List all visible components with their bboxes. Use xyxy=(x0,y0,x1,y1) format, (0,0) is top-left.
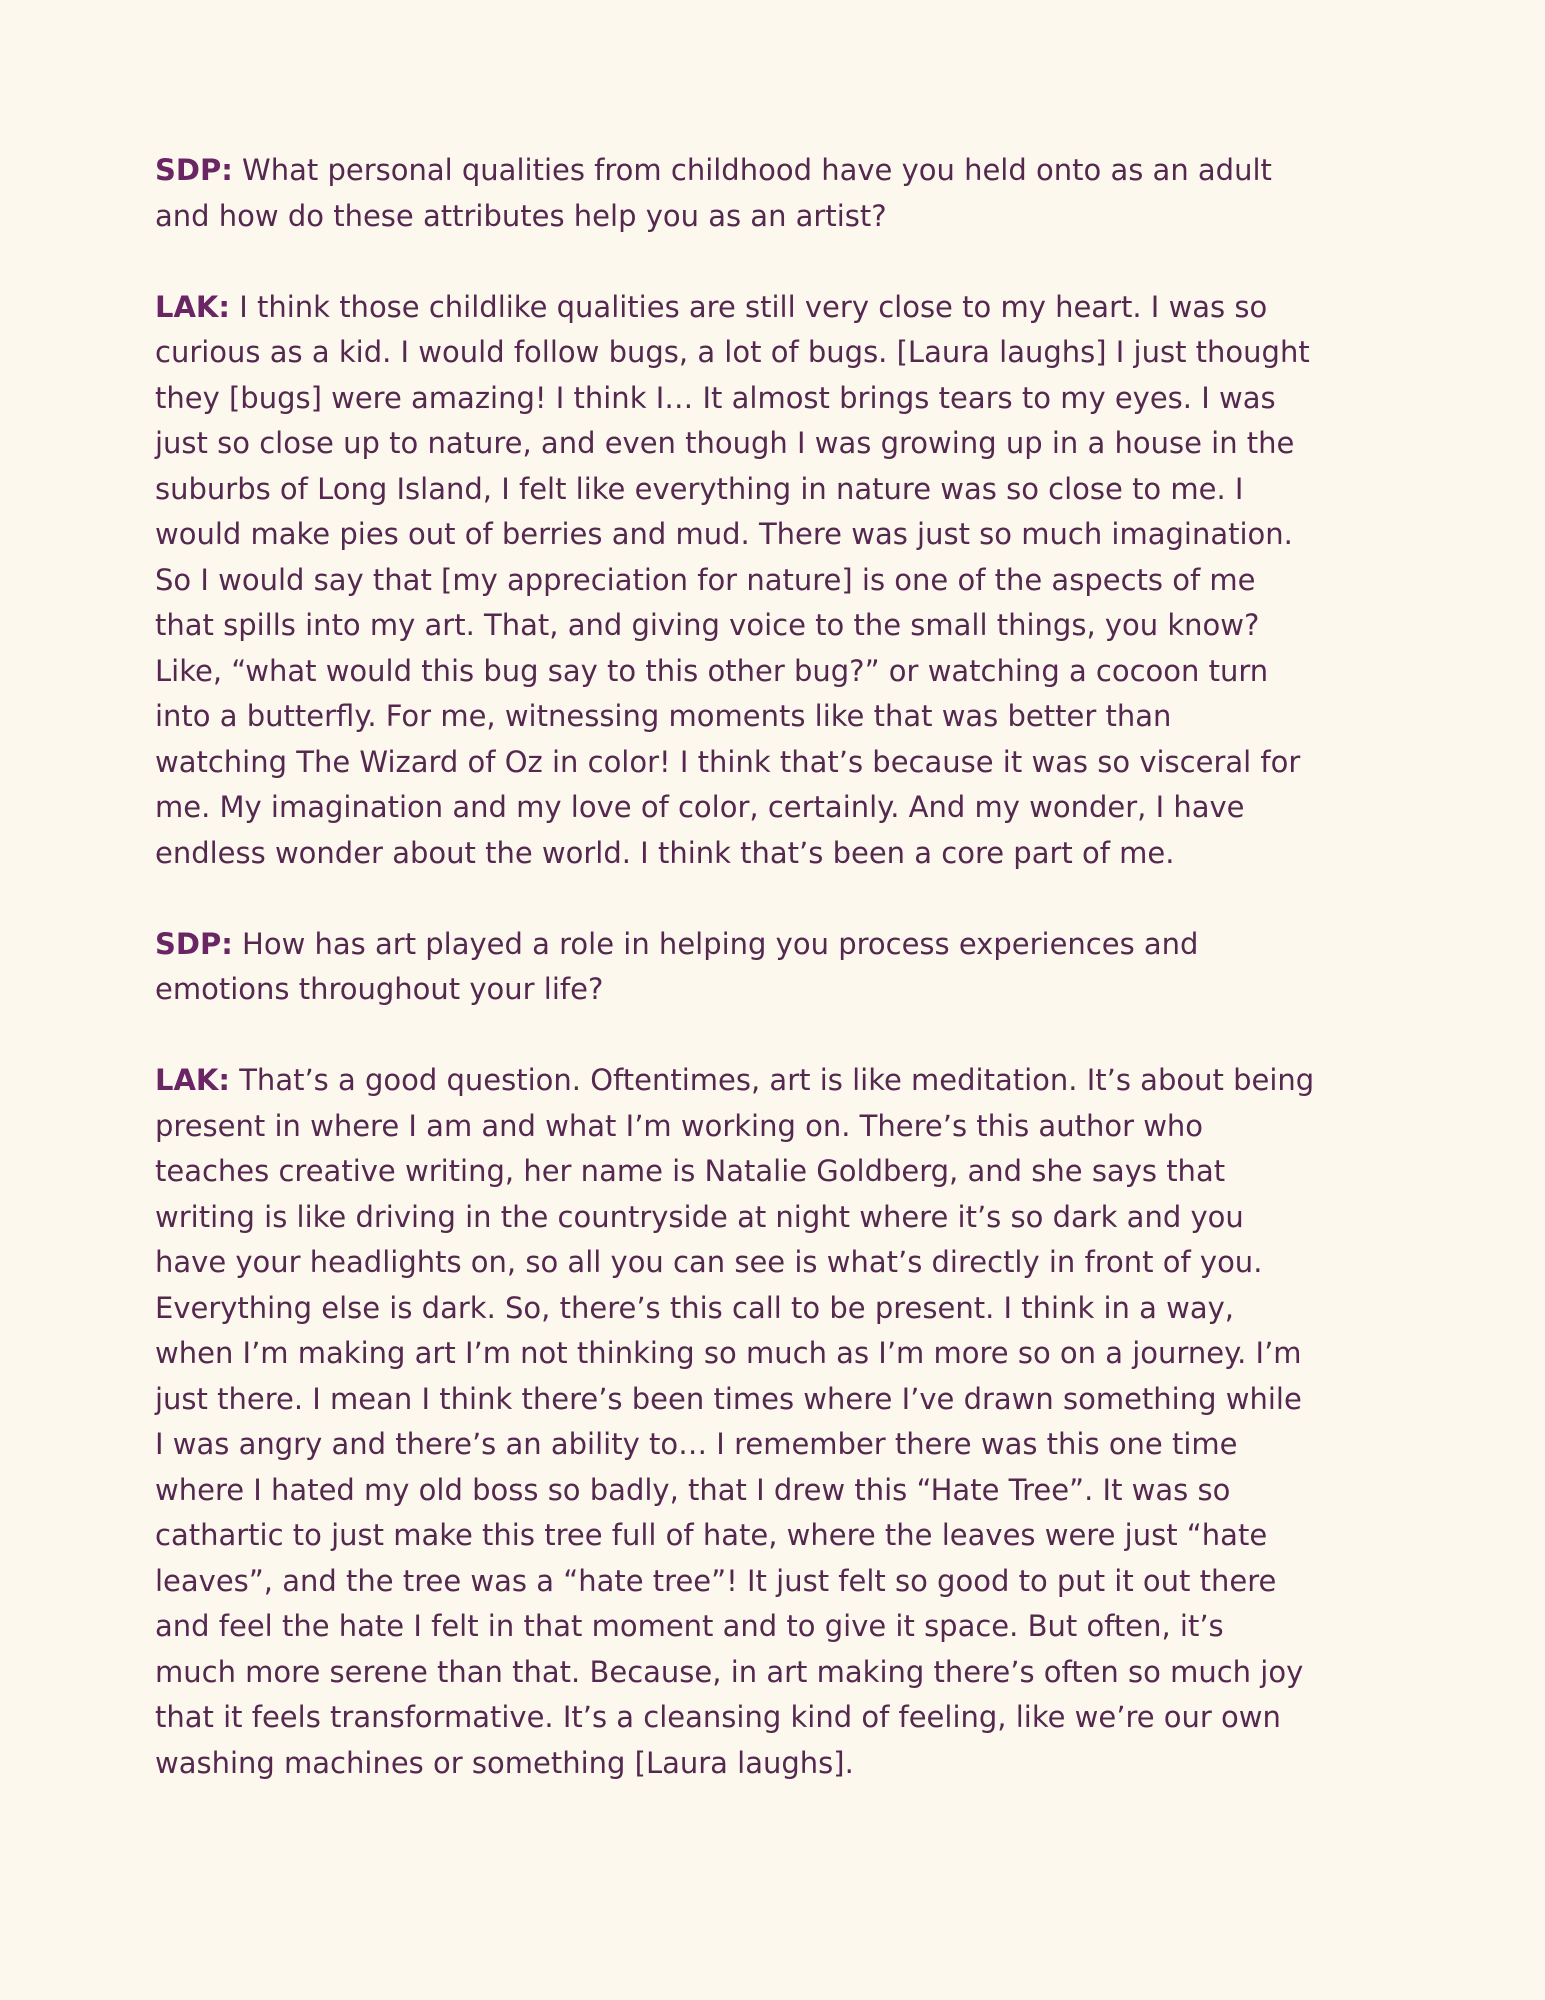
paragraph-line xyxy=(155,1058,1405,1104)
paragraph-line: they [bugs] were amazing! I think I… It almost brings tears to my eyes. I was xyxy=(155,380,1276,415)
paragraph-line: curious as a kid. I would follow bugs, a lot of bugs. [Laura laughs] I just thought xyxy=(155,335,1310,369)
paragraph-line: writing is like driving in the countryside at night where it’s so dark and you xyxy=(155,1199,1244,1234)
paragraph-line: suburbs of Long Island, I felt like everything in nature was so close to me. I xyxy=(155,471,1244,506)
line-text: How has art played a role in helping you process experiences and xyxy=(232,926,1199,961)
paragraph-line xyxy=(155,148,1405,194)
line-text: That’s a good question. Oftentimes, art is like meditation. It’s about being xyxy=(230,1063,1315,1097)
paragraph-line: just there. I mean I think there’s been times where I’ve drawn something while xyxy=(155,1381,1302,1416)
paragraph-line xyxy=(155,922,1405,968)
speaker-label: SDP: xyxy=(155,153,233,187)
interview-page xyxy=(155,148,1405,1832)
paragraph-line: present in where I am and what I’m working on. There’s this author who xyxy=(155,1108,1204,1143)
answer-paragraph xyxy=(155,285,1405,877)
speaker-label: LAK: xyxy=(155,289,230,324)
paragraph-line: when I’m making art I’m not thinking so much as I’m more so on a journey. I’m xyxy=(155,1336,1302,1370)
paragraph-line: just so close up to nature, and even though I was growing up in a house in the xyxy=(155,426,1295,460)
paragraph-line: leaves”, and the tree was a “hate tree”! It just felt so good to put it out there xyxy=(155,1563,1277,1598)
question-paragraph xyxy=(155,922,1405,1013)
question-paragraph xyxy=(155,148,1405,239)
paragraph-line: So I would say that [my appreciation for nature] is one of the aspects of me xyxy=(155,562,1256,597)
line-text: What personal qualities from childhood have you held onto as an adult xyxy=(232,153,1272,187)
paragraph-line: emotions throughout your life? xyxy=(155,972,604,1006)
paragraph-line: me. My imagination and my love of color, certainly. And my wonder, I have xyxy=(155,790,1245,824)
paragraph-line: have your headlights on, so all you can see is what’s directly in front of you. xyxy=(155,1245,1263,1279)
paragraph-line: where I hated my old boss so badly, that I drew this “Hate Tree”. It was so xyxy=(155,1472,1231,1507)
speaker-label: SDP: xyxy=(155,926,233,961)
paragraph-line: into a butterfly. For me, witnessing moments like that was better than xyxy=(155,699,1172,733)
paragraph-line: Everything else is dark. So, there’s this call to be present. I think in a way, xyxy=(155,1290,1235,1325)
answer-paragraph xyxy=(155,1058,1405,1786)
paragraph-line: teaches creative writing, her name is Natalie Goldberg, and she says that xyxy=(155,1154,1226,1188)
paragraph-line: and feel the hate I felt in that moment and to give it space. But often, it’s xyxy=(155,1609,1224,1643)
paragraph-line: that it feels transformative. It’s a cleansing kind of feeling, like we’re our own xyxy=(155,1700,1281,1734)
paragraph-line: I was angry and there’s an ability to… I remember there was this one time xyxy=(155,1427,1238,1461)
line-text: I think those childlike qualities are still very close to my heart. I was so xyxy=(230,289,1268,324)
paragraph-line: Like, “what would this bug say to this other bug?” or watching a cocoon turn xyxy=(155,653,1269,688)
paragraph-line: watching The Wizard of Oz in color! I think that’s because it was so visceral for xyxy=(155,744,1301,779)
paragraph-line: and how do these attributes help you as an artist? xyxy=(155,198,887,233)
paragraph-line: endless wonder about the world. I think that’s been a core part of me. xyxy=(155,835,1175,870)
paragraph-line: much more serene than that. Because, in art making there’s often so much joy xyxy=(155,1654,1304,1689)
paragraph-line: cathartic to just make this tree full of hate, where the leaves were just “hate xyxy=(155,1518,1268,1552)
speaker-label: LAK: xyxy=(155,1063,230,1097)
paragraph-line: would make pies out of berries and mud. There was just so much imagination. xyxy=(155,517,1293,551)
paragraph-line xyxy=(155,285,1405,331)
paragraph-line: washing machines or something [Laura laughs]. xyxy=(155,1745,854,1780)
paragraph-line: that spills into my art. That, and giving voice to the small things, you know? xyxy=(155,608,1260,642)
